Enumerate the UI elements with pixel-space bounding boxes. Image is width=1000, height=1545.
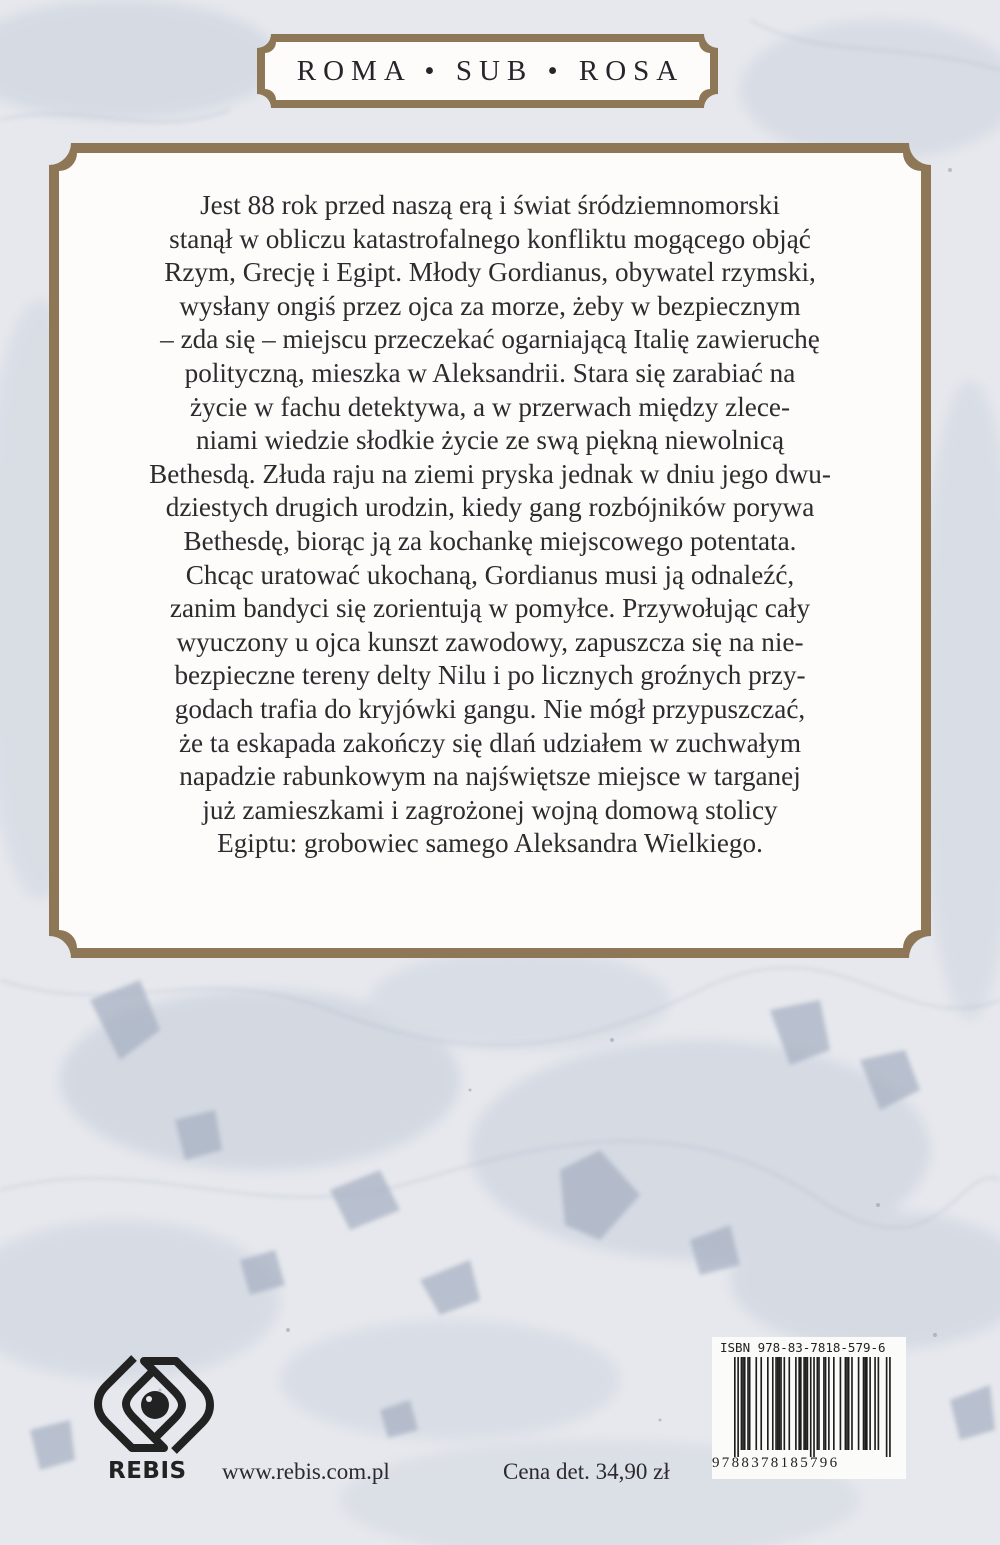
barcode-bar <box>878 1357 880 1450</box>
barcode-bar <box>848 1357 850 1450</box>
barcode-bar <box>737 1357 739 1457</box>
blurb-line: Chcąc uratować ukochaną, Gordianus musi ją odnaleźć, <box>185 559 795 590</box>
barcode-bar <box>833 1357 835 1450</box>
barcode-bar <box>744 1357 746 1450</box>
blurb-line: życie w fachu detektywa, a w przerwach między zlece- <box>189 391 791 422</box>
barcode-bar <box>784 1357 786 1450</box>
barcode-bar <box>886 1357 888 1457</box>
blurb-line: Jest 88 rok przed naszą erą i świat śródziemnomorski <box>200 190 780 220</box>
barcode-bar <box>817 1357 819 1450</box>
retail-price: Cena det. 34,90 zł <box>503 1459 670 1484</box>
blurb-line: niami wiedzie słodkie życie ze swą piękną niewolnicą <box>195 425 785 456</box>
blurb-line: Rzym, Grecję i Egipt. Młody Gordianus, obywatel rzymski, <box>164 257 816 288</box>
blurb-line: godach trafia do kryjówki gangu. Nie mógł przypuszczać, <box>174 693 806 724</box>
barcode-bar <box>810 1357 812 1457</box>
barcode-bar <box>760 1357 762 1450</box>
barcode-bar <box>767 1357 769 1450</box>
barcode-bar <box>803 1357 805 1450</box>
barcode-bar <box>805 1357 807 1450</box>
blurb-line: bezpieczne tereny delty Nilu i po licznych groźnych przy- <box>174 660 806 691</box>
barcode-bar <box>851 1357 853 1450</box>
blurb-line: zanim bandyci się zorientują w pomyłce. Przywołując cały <box>169 593 811 624</box>
blurb-line: już zamieszkami i zagrożonej wojną domową stolicy <box>202 794 778 825</box>
barcode-bar <box>779 1357 781 1450</box>
blurb-line: wysłany ongiś przez ojca za morze, żeby w bezpiecznym <box>179 290 801 321</box>
barcode-bar <box>845 1357 847 1450</box>
barcode-bar <box>747 1357 749 1450</box>
barcode-bar <box>874 1357 876 1450</box>
blurb-line: Bethesdą. Złuda raju na ziemi pryska jednak w dniu jego dwu- <box>149 458 831 489</box>
barcode-bar <box>869 1357 871 1450</box>
barcode-bar <box>813 1357 815 1457</box>
barcode-bar <box>788 1357 790 1450</box>
blurb-line: – zda się – miejscu przeczekać ogarniającą Italię zawieruchę <box>160 324 820 355</box>
rebis-eye-logo-icon <box>94 1352 214 1457</box>
barcode-bar <box>777 1357 779 1450</box>
series-label <box>257 34 718 108</box>
blurb-line: dziestych drugich urodzin, kiedy gang rozbójników porywa <box>165 492 815 523</box>
barcode-bar <box>780 1357 782 1450</box>
barcode-bar <box>795 1357 797 1450</box>
barcode-bar <box>741 1357 743 1450</box>
barcode-bar <box>772 1357 774 1450</box>
barcode-bar <box>889 1357 891 1457</box>
barcode-bar <box>840 1357 842 1450</box>
blurb-line: napadzie rabunkowym na najświętsze miejsce w targanej <box>179 761 801 792</box>
barcode-bar <box>846 1357 848 1450</box>
blurb-text <box>109 189 871 861</box>
series-title: ROMA • SUB • ROSA <box>296 54 685 87</box>
barcode-bar <box>823 1357 825 1450</box>
barcode-bar <box>858 1357 860 1450</box>
blurb-line: stanął w obliczu katastrofalnego konfliktu mogącego objąć <box>169 223 811 254</box>
barcode-bar <box>755 1357 757 1450</box>
barcode-bars <box>720 1357 898 1457</box>
blurb-line: wyuczony u ojca kunszt zawodowy, zapuszcza się na nie- <box>176 626 804 657</box>
barcode-bar <box>863 1357 865 1450</box>
barcode-bar <box>798 1357 800 1450</box>
publisher-website: www.rebis.com.pl <box>222 1459 390 1484</box>
blurb-line: że ta eskapada zakończy się dlań udziałem w zuchwałym <box>178 727 801 758</box>
barcode-bar <box>749 1357 751 1450</box>
barcode-bar <box>734 1357 736 1457</box>
barcode-bar <box>825 1357 827 1450</box>
publisher-name: REBIS <box>108 1458 187 1484</box>
blurb-line: polityczną, mieszka w Aleksandrii. Stara się zarabiać na <box>184 357 796 388</box>
barcode-bar <box>742 1357 744 1450</box>
barcode-block <box>712 1337 906 1479</box>
barcode-bar <box>864 1357 866 1450</box>
barcode-bar <box>807 1357 809 1450</box>
blurb-panel <box>49 143 931 958</box>
isbn-number: ISBN 978-83-7818-579-6 <box>720 1340 886 1355</box>
blurb-line: Bethesdę, biorąc ją za kochankę miejscowego potentata. <box>183 525 797 556</box>
barcode-bar <box>866 1357 868 1450</box>
barcode-bar <box>775 1357 777 1450</box>
barcode-bar <box>818 1357 820 1450</box>
ean-digits: 9788378185796 <box>712 1455 840 1471</box>
blurb-line: Egiptu: grobowiec samego Aleksandra Wielkiego. <box>217 828 763 859</box>
barcode-bar <box>828 1357 830 1450</box>
barcode-bar <box>800 1357 802 1450</box>
